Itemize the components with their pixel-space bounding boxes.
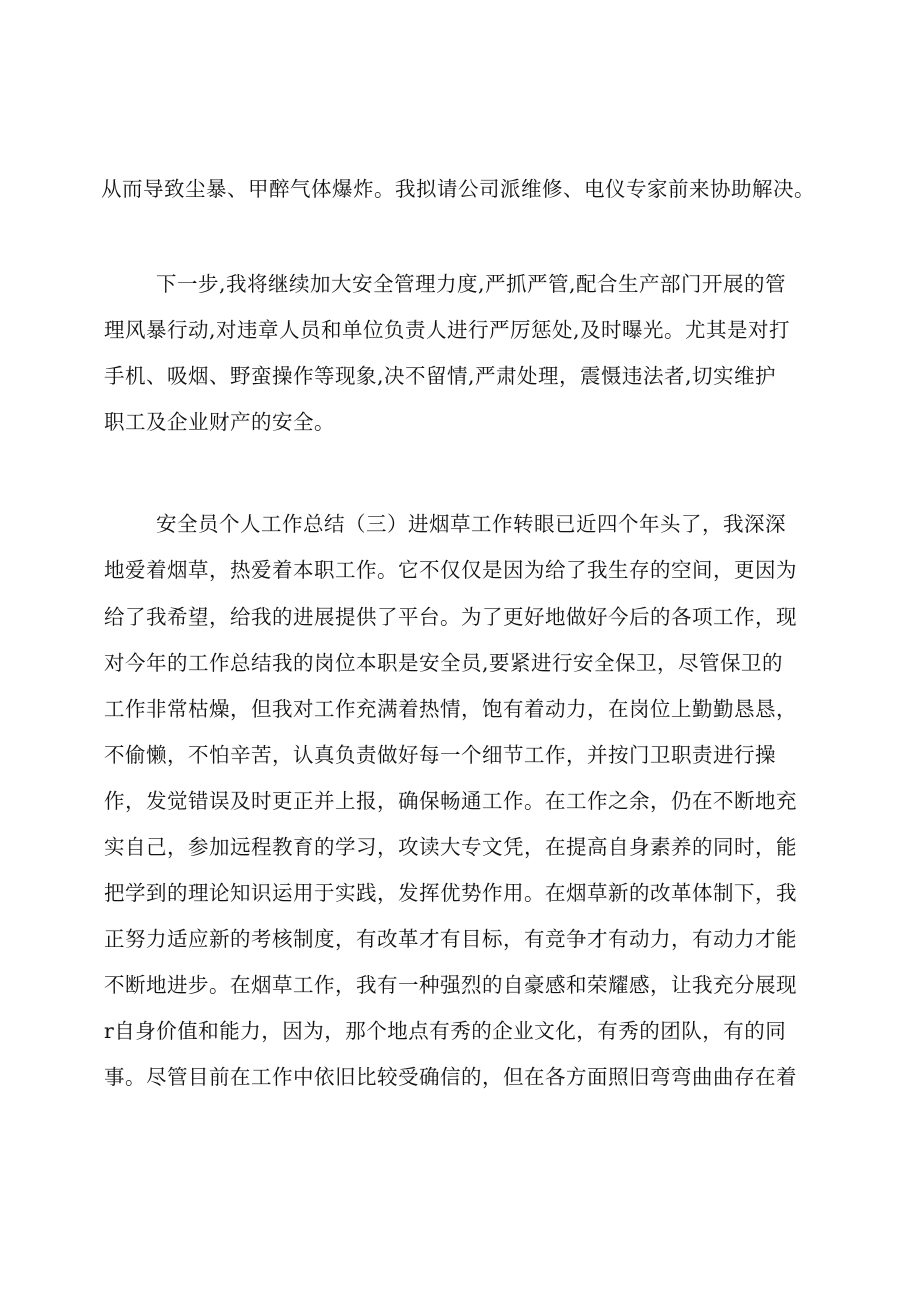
paragraph-2-line-3: 手机、吸烟、野蛮操作等现象,决不留情,严肃处理，震慑违法者,切实维护 <box>104 364 777 388</box>
paragraph-3-line-9: 把学到的理论知识运用于实践，发挥优势作用。在烟草新的改革体制下，我 <box>104 881 797 905</box>
paragraph-3-line-13: 事。尽管目前在工作中依旧比较受确信的，但在各方面照旧弯弯曲曲存在着 <box>104 1065 797 1089</box>
paragraph-3-line-4: 对今年的工作总结我的岗位本职是安全员,要紧进行安全保卫，尽管保卫的 <box>104 651 784 675</box>
paragraph-2-line-4: 职工及企业财产的安全。 <box>104 410 335 434</box>
paragraph-3-line-10: 正努力适应新的考核制度，有改革才有目标，有竞争才有动力，有动力才能 <box>104 927 797 951</box>
paragraph-2-line-1: 下一步,我将继续加大安全管理力度,严抓严管,配合生产部门开展的管 <box>156 272 787 296</box>
paragraph-3-line-6: 不偷懒，不怕辛苦，认真负责做好每一个细节工作，并按门卫职责进行操 <box>104 743 776 767</box>
paragraph-1-line-1: 从而导致尘暴、甲醉气体爆炸。我拟请公司派维修、电仪专家前来协助解决。 <box>101 177 815 201</box>
paragraph-3-line-7: 作，发觉错误及时更正并上报，确保畅通工作。在工作之余，仍在不断地充 <box>104 789 797 813</box>
paragraph-3-line-1: 安全员个人工作总结（三）进烟草工作转眼已近四个年头了，我深深 <box>156 512 786 536</box>
paragraph-3-line-5: 工作非常枯燥，但我对工作充满着热情，饱有着动力，在岗位上勤勤恳恳， <box>104 697 797 721</box>
paragraph-3-line-8: 实自己，参加远程教育的学习，攻读大专文凭，在提高自身素养的同时，能 <box>104 835 797 859</box>
paragraph-2-line-2: 理风暴行动,对违章人员和单位负责人进行严厉惩处,及时曝光。尤其是对打 <box>104 318 791 342</box>
paragraph-3-line-3: 给了我希望，给我的进展提供了平台。为了更好地做好今后的各项工作，现 <box>104 605 797 629</box>
paragraph-3-line-2: 地爱着烟草，热爱着本职工作。它不仅仅是因为给了我生存的空间，更因为 <box>104 558 797 582</box>
paragraph-3-line-12: r自身价值和能力，因为，那个地点有秀的企业文化，有秀的团队，有的同 <box>104 1019 787 1043</box>
paragraph-3-line-11: 不断地进步。在烟草工作，我有一种强烈的自豪感和荣耀感，让我充分展现 <box>104 973 797 997</box>
